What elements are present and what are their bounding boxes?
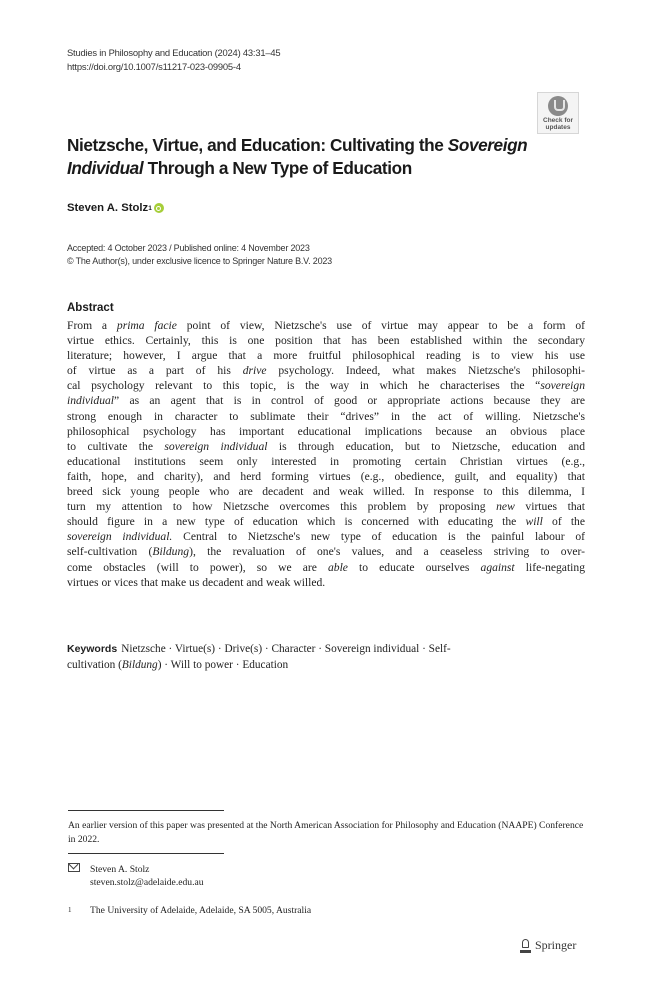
journal-citation: Studies in Philosophy and Education (2024) 43:31–45: [67, 47, 281, 58]
accepted-published: Accepted: 4 October 2023 / Published online: 4 November 2023: [67, 243, 310, 253]
check-line2: updates: [545, 124, 571, 131]
affiliation-number: 1: [68, 906, 72, 914]
affiliation-mark: 1: [148, 204, 152, 212]
abstract-line: sovereign individual. Central to Nietzsche's new type of education is the painful labour of: [67, 530, 585, 544]
abstract-emphasis: against: [480, 560, 515, 574]
abstract-line: come obstacles (will to power), so we are able to educate ourselves against life-negating: [67, 560, 585, 574]
title-italic: Sovereign Individual: [67, 135, 528, 178]
abstract-emphasis: new: [496, 500, 515, 514]
orcid-icon[interactable]: [154, 203, 164, 213]
doi-link[interactable]: https://doi.org/10.1007/s11217-023-09905-4: [67, 60, 241, 72]
corresponding-author: [68, 863, 204, 889]
abstract-body: [67, 318, 585, 590]
publication-dates: [67, 242, 332, 268]
abstract-emphasis: sovereign individual: [164, 439, 268, 453]
article-title: [67, 134, 547, 180]
abstract-line: of virtue as a part of his drive psychology. Indeed, what makes Nietzsche's philosophi-: [67, 364, 585, 378]
title-part1: Nietzsche, Virtue, and Education: Cultivating the: [67, 135, 448, 155]
keywords-line2-prefix: cultivation (: [67, 658, 122, 671]
abstract-emphasis: prima facie: [116, 319, 177, 332]
abstract-line: should figure in a new type of education which is concerned with educating the will of the: [67, 515, 586, 529]
contact-email[interactable]: steven.stolz@adelaide.edu.au: [90, 877, 204, 888]
abstract-emphasis: able: [327, 560, 348, 574]
abstract-line: educational institutions seem only interested in promoting certain Christian virtues (e.g.,: [67, 454, 585, 468]
abstract-line: self-cultivation (Bildung), the revaluation of one's values, and a ceaseless striving to over-: [67, 545, 586, 559]
keywords-line2-suffix: ) · Will to power · Education: [157, 658, 289, 671]
abstract-line: literature; however, I argue that a more fruitful philosophical reading is to view his use: [67, 349, 585, 363]
abstract-line: virtue ethics. Certainly, this is one position that has been established within the secondary: [67, 334, 585, 348]
abstract-line: cal psychology relevant to this topic, is the way in which he characterises the “sovereign: [67, 379, 585, 393]
abstract-line: faith, hope, and charity), and herd forming virtues (e.g., obedience, guilt, and equality) that: [67, 469, 585, 483]
abstract-line: From a prima facie point of view, Nietzsche's use of virtue may appear to be a form of: [67, 319, 585, 332]
abstract-line: virtues or vices that make us decadent and weak willed.: [67, 575, 326, 589]
abstract-emphasis: will: [525, 515, 543, 529]
envelope-icon: [68, 863, 80, 872]
title-part2: Through a New Type of Education: [143, 158, 412, 178]
keywords-label: Keywords: [67, 643, 118, 655]
abstract-heading: Abstract: [67, 302, 114, 314]
abstract-line: to cultivate the sovereign individual is through education, but to Nietzsche, education and: [67, 439, 585, 453]
author-name[interactable]: Steven A. Stolz: [67, 202, 149, 214]
keywords-line2-italic: Bildung: [121, 658, 158, 671]
check-for-updates-label: [543, 117, 573, 131]
abstract-line: individual” as an agent that is in control of good or appropriate actions because they are: [67, 394, 585, 408]
springer-horse-icon: [520, 939, 531, 953]
abstract-line: turn my attention to how Nietzsche overcomes this problem by proposing new virtues that: [67, 500, 585, 514]
footnote-divider: [68, 810, 224, 811]
check-for-updates-icon: [548, 96, 568, 116]
check-for-updates-button[interactable]: [537, 92, 579, 134]
author-line: [67, 202, 164, 214]
springer-logo: [520, 938, 576, 953]
journal-header: [67, 46, 280, 73]
publisher-name: Springer: [535, 938, 577, 952]
keywords-line1: Nietzsche · Virtue(s) · Drive(s) · Character · Sovereign individual · Self-: [121, 643, 451, 655]
contact-name: Steven A. Stolz: [90, 864, 150, 875]
footnote-note: An earlier version of this paper was presented at the North American Association for Philosophy and Education (NAAPE) Conference in 2022.: [68, 820, 584, 845]
footnote-divider-2: [68, 853, 224, 854]
affiliation-text: The University of Adelaide, Adelaide, SA 5005, Australia: [90, 905, 312, 916]
abstract-emphasis: sovereign individual.: [67, 530, 173, 544]
abstract-emphasis: Bildung: [152, 545, 190, 559]
keywords: [67, 642, 567, 673]
abstract-emphasis: individual: [67, 394, 115, 408]
abstract-line: strong enough in character to sublimate their “drives” in the act of willing. Nietzsche's: [67, 409, 585, 423]
abstract-line: philosophical psychology has important educational implications because an obvious place: [67, 424, 585, 438]
check-line1: Check for: [543, 117, 573, 124]
abstract-emphasis: sovereign: [540, 379, 585, 393]
copyright: © The Author(s), under exclusive licence to Springer Nature B.V. 2023: [67, 256, 332, 266]
affiliation: [68, 904, 311, 917]
abstract-emphasis: drive: [242, 364, 267, 378]
abstract-line: breed sick young people who are decadent and weak willed. In response to this dilemma, I: [67, 485, 585, 499]
